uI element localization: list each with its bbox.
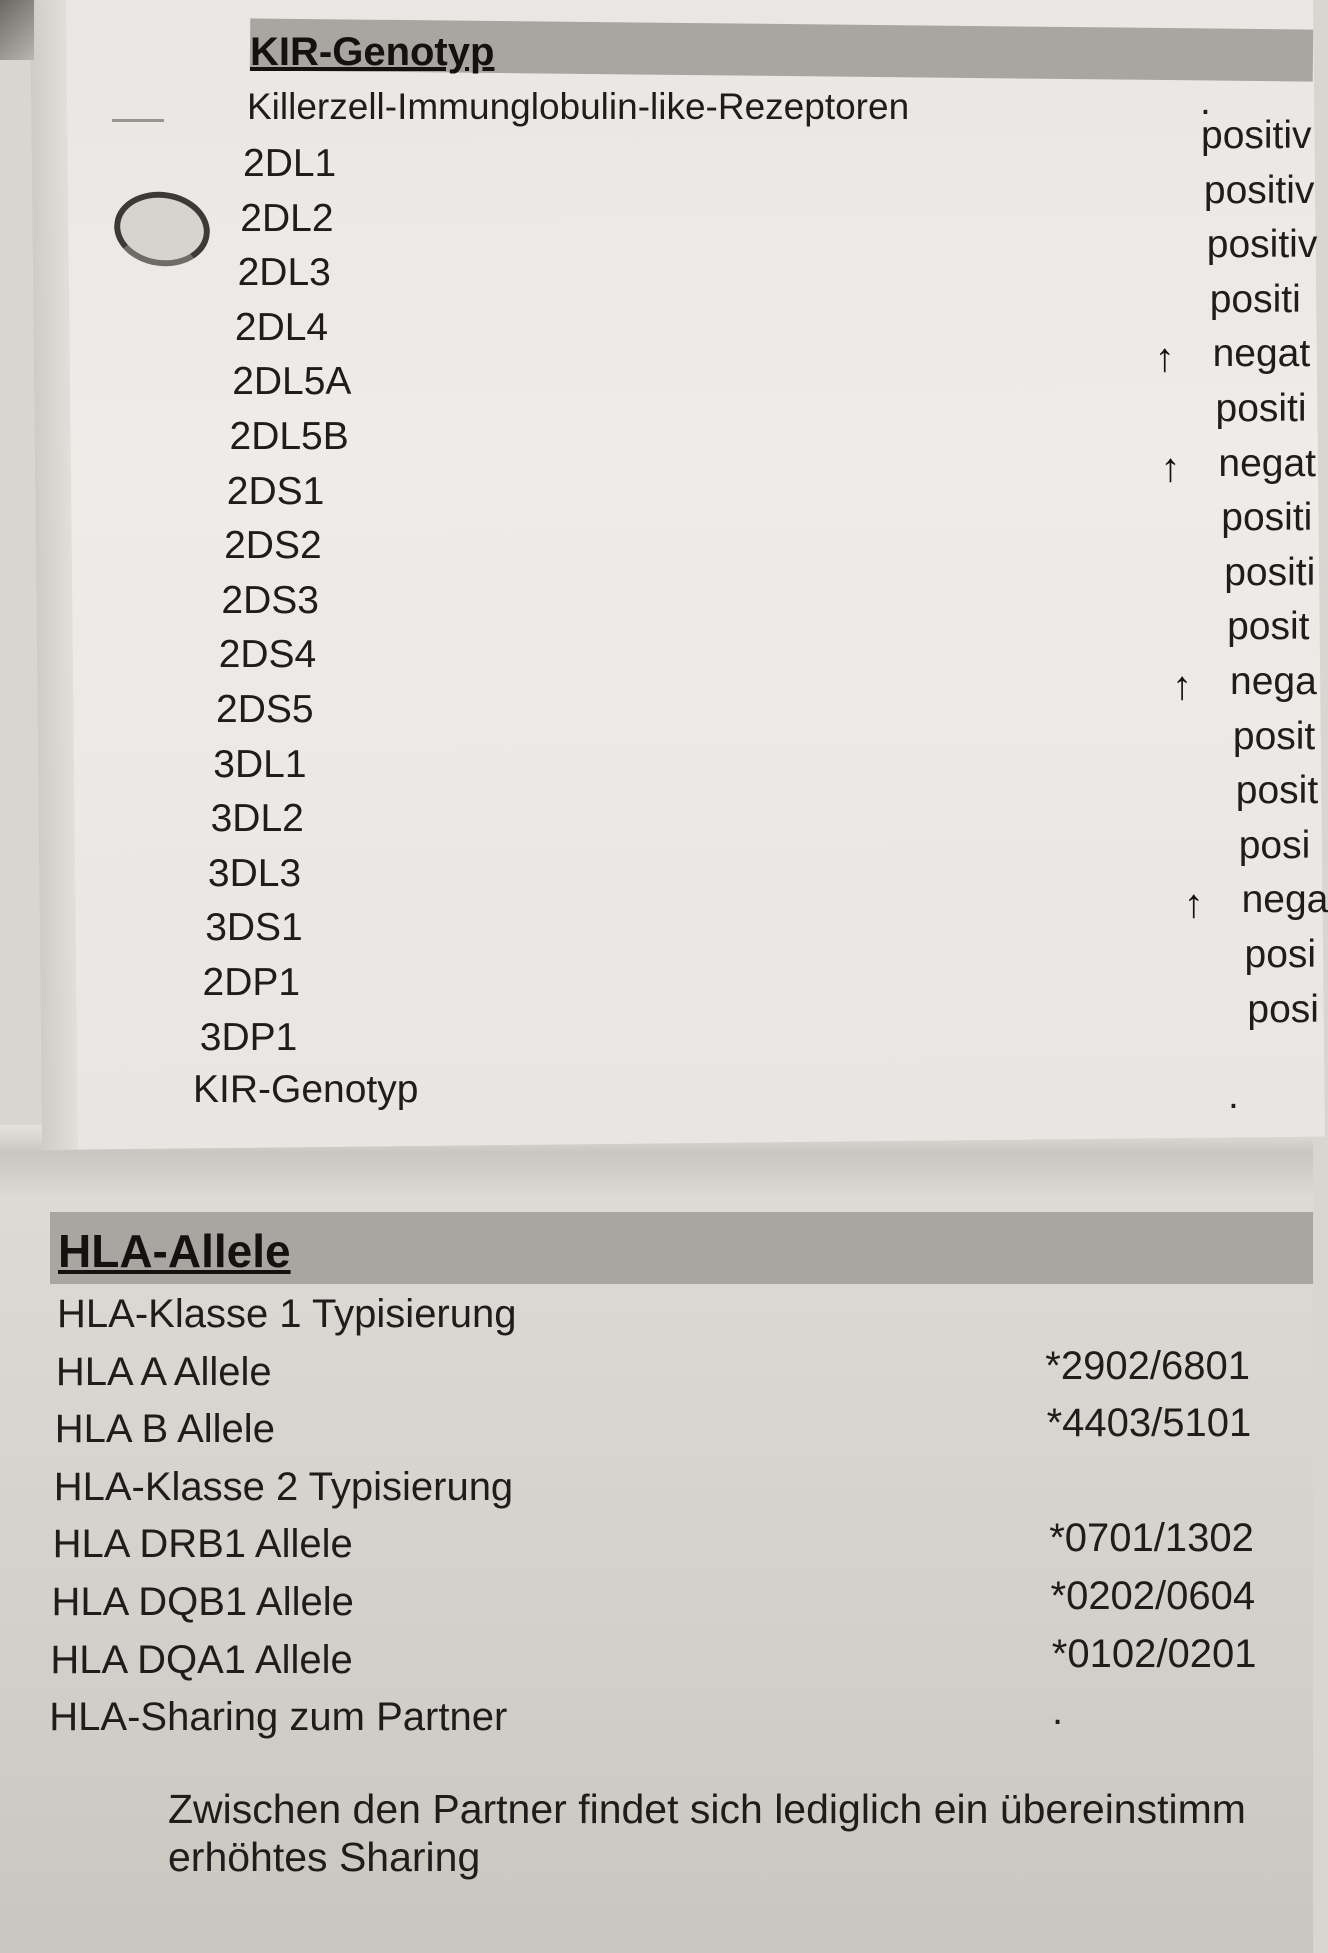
kir-gene-label: 3DL3 (207, 851, 302, 895)
kir-gene-label: 2DL5B (229, 415, 349, 458)
hla-allele-value: *0701/1302 (1049, 1516, 1254, 1561)
kir-gene-label: 3DL1 (213, 742, 307, 786)
hla-allele-value: *0102/0201 (1051, 1631, 1257, 1676)
kir-result-value: posit (1232, 714, 1316, 758)
kir-gene-label: 2DS1 (226, 469, 325, 513)
kir-result-value: posi (1238, 823, 1311, 867)
kir-gene-label: 2DL3 (237, 251, 331, 295)
hla-section-title: HLA-Allele (58, 1225, 291, 1277)
sharing-note (168, 1785, 1313, 1881)
page-corner (0, 0, 34, 60)
up-arrow-icon: ↑ (1183, 882, 1204, 927)
hla-row-label: HLA A Allele (55, 1349, 272, 1394)
hla-row-label: HLA-Klasse 2 Typisierung (53, 1464, 514, 1509)
kir-gene-label: 3DP1 (199, 1015, 298, 1059)
hla-allele-value: *4403/5101 (1046, 1401, 1252, 1446)
hla-row-label: HLA B Allele (54, 1407, 275, 1452)
kir-result-value: positi (1224, 550, 1316, 594)
kir-gene-label: 2DS4 (218, 633, 317, 677)
kir-result-value: positi (1209, 277, 1301, 321)
sharing-note-line-1: Zwischen den Partner findet sich lediglich ein übereinstimm (168, 1786, 1246, 1832)
kir-gene-label: 2DL2 (240, 196, 334, 240)
kir-gene-label: 2DS3 (221, 578, 319, 622)
kir-result-value: posit (1235, 769, 1319, 813)
up-arrow-icon: ↑ (1154, 336, 1175, 381)
kir-result-value: positiv (1201, 114, 1312, 157)
hla-allele-value: *0202/0604 (1050, 1574, 1256, 1618)
hla-allele-value: *2902/6801 (1045, 1343, 1250, 1388)
kir-gene-label: 2DS5 (216, 688, 314, 731)
kir-result-value: posi (1244, 933, 1317, 976)
hla-allele-value: . (1052, 1689, 1064, 1734)
kir-gene-label: 2DS2 (224, 524, 322, 568)
kir-subtitle: Killerzell-Immunglobulin-like-Rezeptoren (247, 86, 910, 127)
margin-dash (112, 119, 164, 122)
kir-result-value: negat (1212, 332, 1311, 376)
kir-result-value: positiv (1206, 223, 1318, 267)
kir-section-title: KIR-Genotyp (250, 30, 495, 74)
sharing-note-line-2: erhöhtes Sharing (168, 1834, 481, 1880)
kir-result-value: posi (1247, 987, 1319, 1031)
kir-gene-label: 2DP1 (202, 961, 301, 1004)
page-edge-shadow (30, 0, 78, 1150)
up-arrow-icon: ↑ (1160, 445, 1181, 490)
hla-row-label: HLA-Klasse 1 Typisierung (57, 1292, 517, 1336)
kir-result-value: posit (1227, 605, 1310, 649)
kir-gene-label: 3DS1 (205, 906, 303, 950)
kir-subtitle-value: . (1200, 80, 1211, 123)
kir-gene-label: 2DL4 (234, 305, 329, 349)
kir-result-value: positiv (1203, 168, 1315, 212)
kir-result-value: nega (1230, 660, 1317, 703)
kir-gene-label: 2DL5A (232, 360, 352, 404)
kir-result-value: positi (1221, 496, 1313, 540)
kir-result-value: positi (1215, 387, 1307, 430)
kir-gene-label: 3DL2 (210, 797, 304, 841)
up-arrow-icon: ↑ (1172, 664, 1192, 708)
hla-row-label: HLA-Sharing zum Partner (49, 1695, 508, 1740)
hla-row-label: HLA DQA1 Allele (50, 1637, 353, 1682)
kir-result-value: nega (1241, 878, 1328, 922)
hla-row-label: HLA DQB1 Allele (51, 1580, 354, 1624)
kir-result-value: negat (1218, 441, 1316, 485)
kir-genotype-value: . (1228, 1074, 1239, 1117)
kir-gene-label: 2DL1 (243, 142, 337, 185)
kir-genotype-label: KIR-Genotyp (193, 1068, 419, 1111)
hla-row-label: HLA DRB1 Allele (52, 1522, 353, 1567)
